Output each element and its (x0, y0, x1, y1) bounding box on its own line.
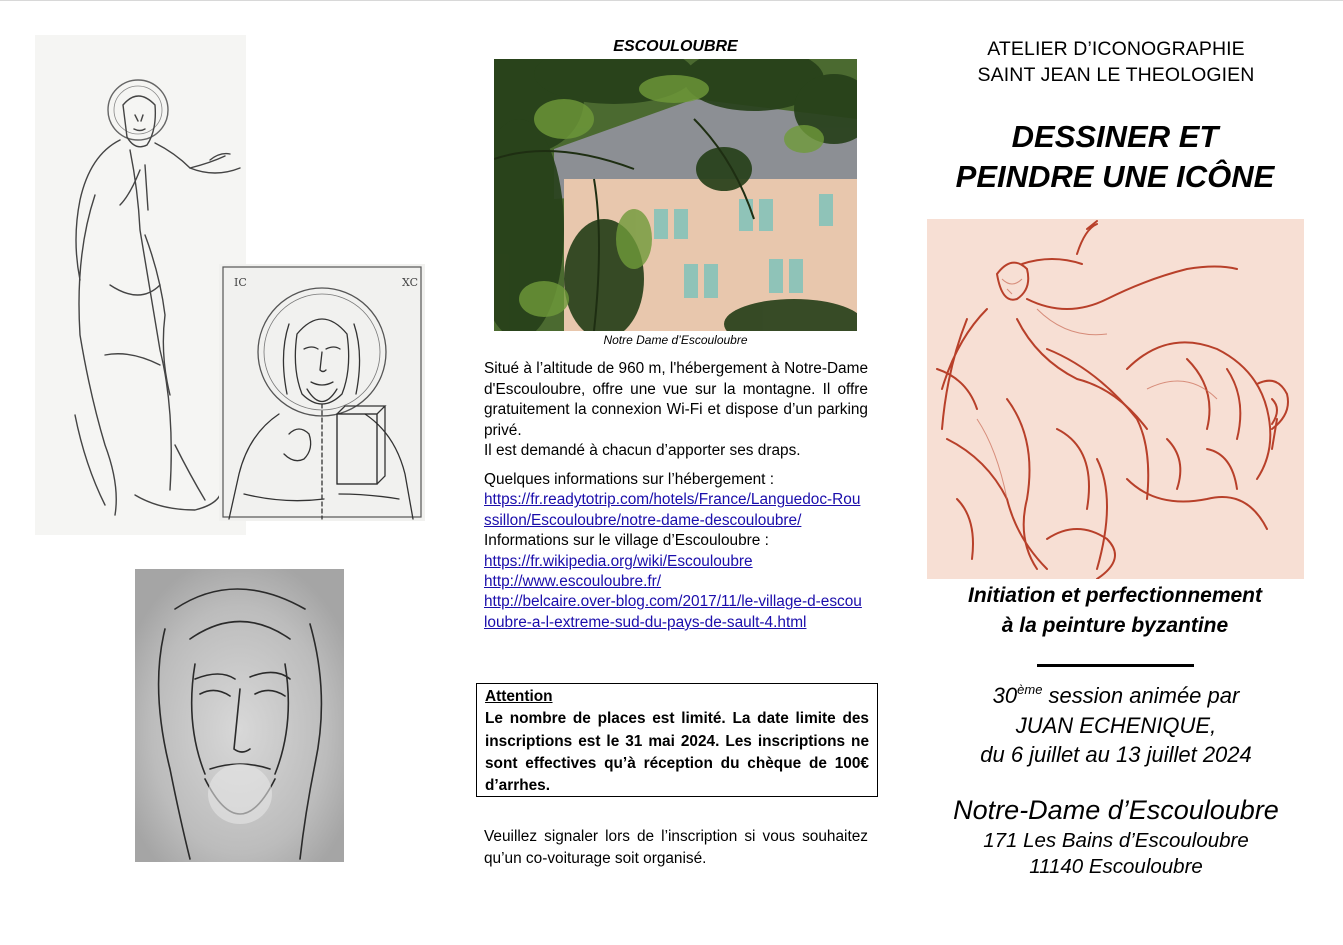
atelier-line-1: ATELIER D’ICONOGRAPHIE (987, 38, 1245, 60)
top-rule (0, 0, 1343, 1)
subtitle-line-1: Initiation et perfectionnement (967, 584, 1263, 607)
wikipedia-link[interactable]: https://fr.wikipedia.org/wiki/Escouloubre (484, 552, 753, 570)
session-dates: du 6 juillet au 13 juillet 2024 (980, 742, 1252, 767)
teacher-name: JUAN ECHENIQUE, (1015, 712, 1217, 738)
lodging-description (484, 359, 868, 462)
village-info-label: Informations sur le village d’Escouloubre : (484, 532, 769, 550)
sanguine-icon-drawing (927, 219, 1304, 579)
separator-rule (1037, 664, 1194, 667)
session-number: 30 (992, 683, 1018, 708)
subtitle-line-2: à la peinture byzantine (1001, 614, 1229, 637)
description-paragraph: Situé à l’altitude de 960 m, l'hébergement à Notre-Dame d'Escouloubre, offre une vue sur la montagne. Il offre gratuitement la connexion Wi-Fi et dispose d’un parking privé. (484, 360, 868, 439)
session-text: session animée par (1042, 683, 1240, 708)
subtitle (910, 581, 1320, 641)
session-line (910, 681, 1322, 711)
session-info (910, 681, 1322, 770)
christ-pantocrator-sketch (219, 264, 425, 521)
info-links (484, 470, 876, 633)
address-line-1: 171 Les Bains d’Escouloubre (983, 829, 1249, 852)
christ-face-sketch (135, 569, 344, 862)
session-suffix: ème (1017, 682, 1043, 697)
notre-dame-photo (494, 59, 857, 331)
atelier-line-2: SAINT JEAN LE THEOLOGIEN (977, 63, 1255, 86)
atelier-name (930, 37, 1302, 88)
main-title (910, 117, 1320, 197)
village-title: ESCOULOUBRE (613, 38, 738, 55)
ic-letters: IC (234, 276, 247, 289)
standing-saint-sketch (35, 35, 246, 535)
main-title-line-2: PEINDRE UNE ICÔNE (955, 159, 1275, 194)
lodging-info-label: Quelques informations sur l’hébergement : (484, 471, 775, 488)
lodging-link[interactable]: https://fr.readytotrip.com/hotels/France/Languedoc-Roussillon/Escouloubre/notre-dame-descouloubre/ (484, 491, 861, 529)
main-title-line-1: DESSINER ET (1011, 119, 1219, 154)
blog-link[interactable]: http://belcaire.over-blog.com/2017/11/le-village-d-escouloubre-a-l-extreme-sud-du-pays-de-sault-4.html (484, 593, 862, 631)
venue-address (910, 828, 1322, 880)
photo-caption: Notre Dame d’Escouloubre (603, 333, 748, 347)
venue-name: Notre-Dame d’Escouloubre (953, 795, 1279, 825)
carpool-notice: Veuillez signaler lors de l’inscription si vous souhaitez qu’un co-voiturage soit organisé. (484, 828, 868, 867)
village-site-link[interactable]: http://www.escouloubre.fr/ (484, 573, 662, 591)
attention-title: Attention (485, 688, 553, 705)
address-line-2: 11140 Escouloubre (1029, 855, 1203, 878)
attention-box (476, 683, 878, 797)
xc-letters: XC (402, 276, 419, 289)
sheets-notice: Il est demandé à chacun d’apporter ses draps. (484, 442, 801, 459)
attention-body: Le nombre de places est limité. La date limite des inscriptions est le 31 mai 2024. Les inscriptions ne sont effectives qu’à réception du chèque de 100€ d’arrhes. (485, 710, 869, 795)
